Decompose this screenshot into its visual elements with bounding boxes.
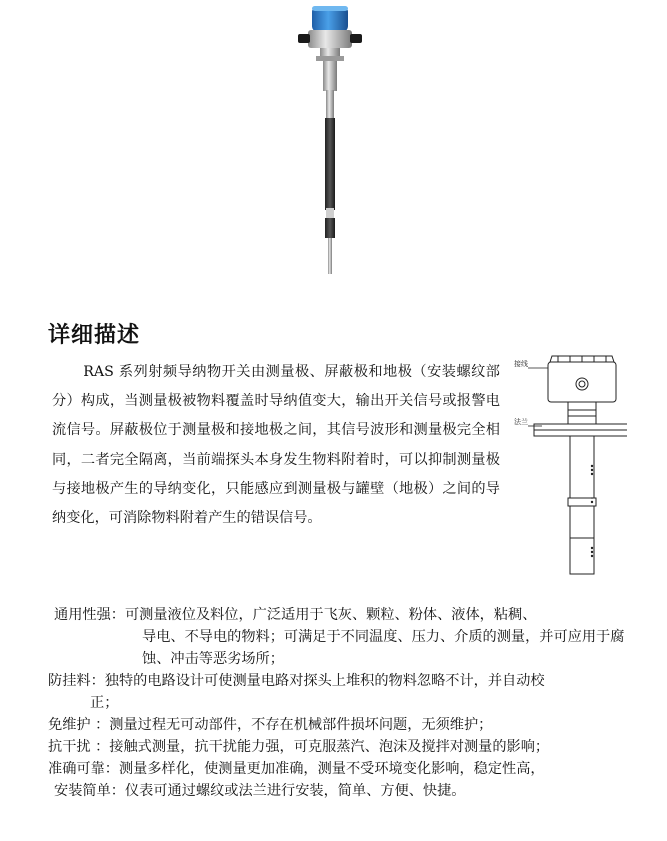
feature-line: 免维护 ：测量过程无可动部件，不存在机械部件损坏问题，无须维护； [48,717,493,733]
feature-list [48,604,628,802]
feature-line: 准确可靠：测量多样化，使测量更加准确，测量不受环境变化影响，稳定性高， [48,761,545,777]
feature-item-accuracy [48,758,628,780]
feature-continuation: 正； [90,695,119,711]
product-photo [270,0,390,285]
feature-item-anti-interference [48,736,628,758]
feature-line: 安装简单：仪表可通过螺纹或法兰进行安装，简单、方便、快捷。 [54,783,466,799]
feature-item-anti-stick [48,670,628,714]
feature-item-general [48,604,628,670]
feature-line: 通用性强：可测量液位及料位，广泛适用于飞灰、颗粒、粉体、液体，粘稠、 [54,607,537,623]
feature-continuation: 导电、不导电的物料；可满足于不同温度、压力、介质的测量，并可应用于腐蚀、冲击等恶劣场所； [142,629,625,667]
diagram-label-top: 接线 [514,360,528,368]
feature-line: 防挂料：独特的电路设计可使测量电路对探头上堆积的物料忽略不计，并自动校 [48,673,545,689]
feature-line: 抗干扰 ：接触式测量，抗干扰能力强，可克服蒸汽、泡沫及搅拌对测量的影响； [48,739,550,755]
section-title: 详细描述 [48,323,141,348]
feature-item-installation [48,780,628,802]
structure-diagram [512,352,627,580]
diagram-label-flange: 法兰 [514,418,528,426]
feature-item-maintenance-free [48,714,628,736]
description-paragraph: RAS 系列射频导纳物开关由测量极、屏蔽极和地极（安装螺纹部分）构成，当测量极被物料覆盖时导纳值变大，输出开关信号或报警电流信号。屏蔽极位于测量极和接地极之间，其信号波形和测量极完全相同，二者完全隔离，当前端探头本身发生物料附着时，可以抑制测量极与接地极产生的导纳变化，只能感应到测量极与罐壁（地极）之间的导纳变化，可消除物料附着产生的错误信号。 [52,364,500,527]
